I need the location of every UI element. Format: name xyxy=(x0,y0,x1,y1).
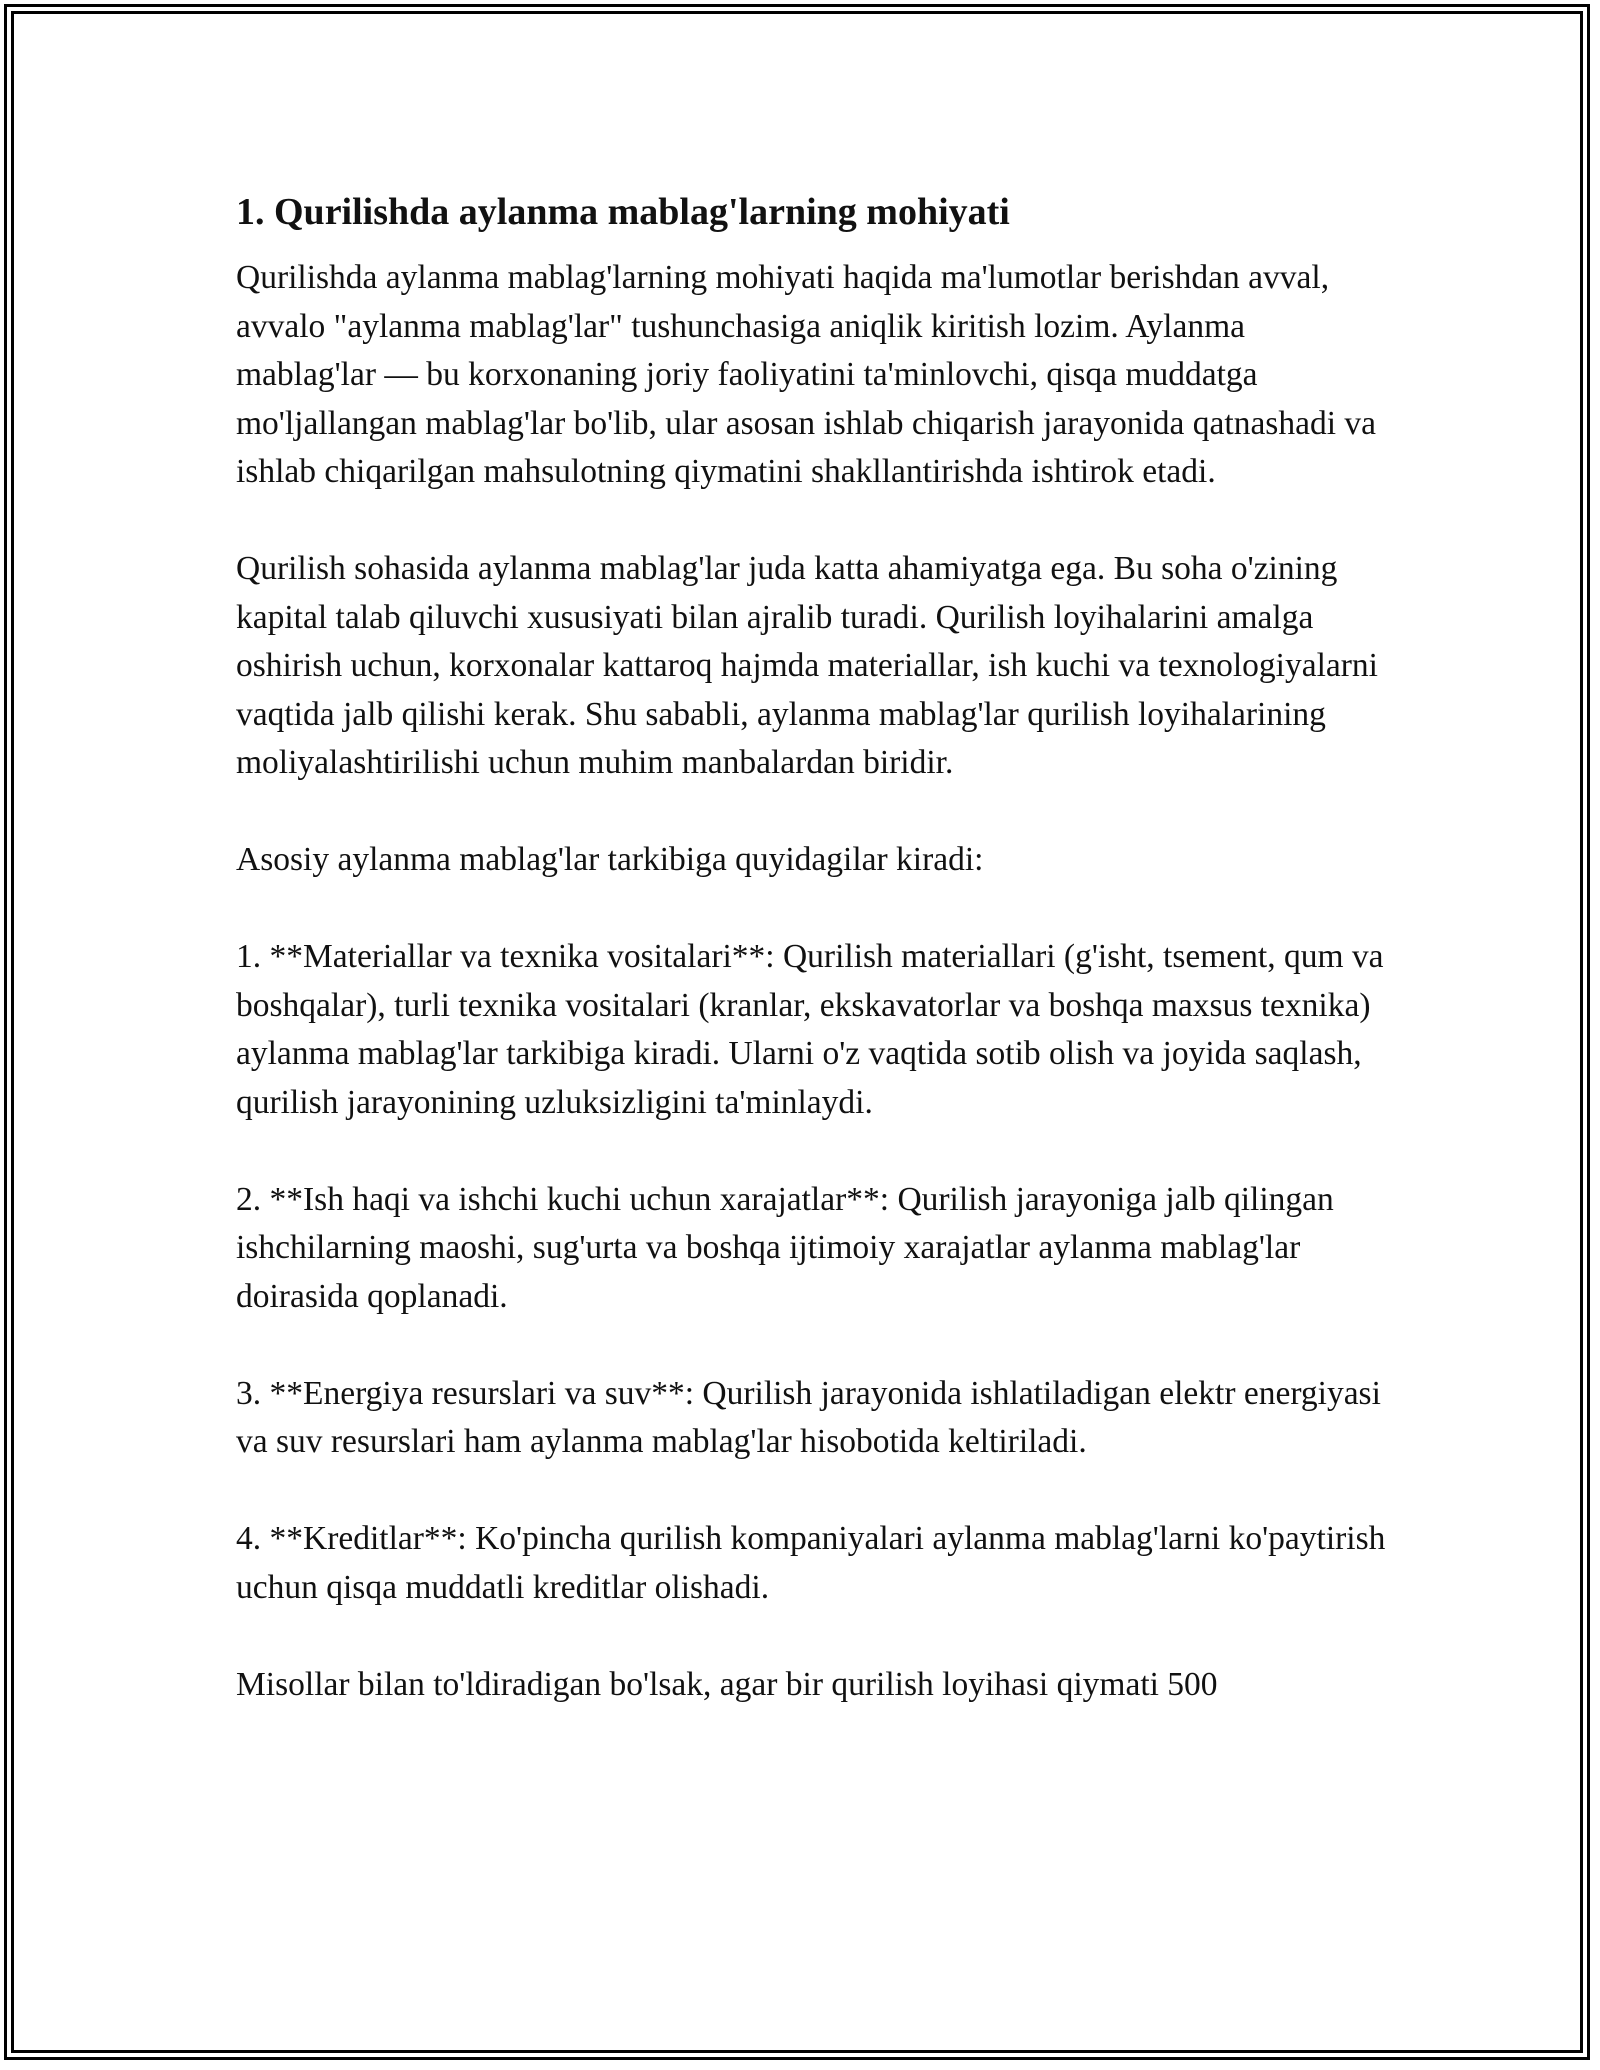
list-item-energy: 3. **Energiya resurslari va suv**: Qurilish jarayonida ishlatiladigan elektr energiyasi va suv resurslari ham aylanma mablag'lar hisobotida keltiriladi. xyxy=(236,1374,1381,1460)
paragraph-construction-importance: Qurilish sohasida aylanma mablag'lar juda katta ahamiyatga ega. Bu soha o'zining kapital talab qiluvchi xususiyati bilan ajralib turadi. Qurilish loyihalarini amalga oshirish uchun, korxonalar kattaroq hajmda materiallar, ish kuchi va texnologiyalarni vaqtida jalb qilishi kerak. Shu sababli, aylanma mablag'lar qurilish loyihalarining moliyalashtirilishi uchun muhim manbalardan biridir. xyxy=(236,550,1378,781)
paragraph-intro: Qurilishda aylanma mablag'larning mohiyati haqida ma'lumotlar berishdan avval, avvalo "aylanma mablag'lar" tushunchasiga aniqlik kiritish lozim. Aylanma mablag'lar — bu korxonaning joriy faoliyatini ta'minlovchi, qisqa muddatga mo'ljallangan mablag'lar bo'lib, ular asosan ishlab chiqarish jarayonida qatnashadi va ishlab chiqarilgan mahsulotning qiymatini shakllantirishda ishtirok etadi. xyxy=(236,259,1377,490)
list-item-materials: 1. **Materiallar va texnika vositalari**: Qurilish materiallari (g'isht, tsement, qum va boshqalar), turli texnika vositalari (kranlar, ekskavatorlar va boshqa maxsus texnika) aylanma mablag'lar tarkibiga kiradi. Ularni o'z vaqtida sotib olish va joyida saqlash, qurilish jarayonining uzluksizligini ta'minlaydi. xyxy=(236,938,1384,1121)
section-title: 1. Qurilishda aylanma mablag'larning mohiyati xyxy=(236,191,1010,233)
list-item-credits: 4. **Kreditlar**: Ko'pincha qurilish kompaniyalari aylanma mablag'larni ko'paytirish uchun qisqa muddatli kreditlar olishadi. xyxy=(236,1520,1386,1606)
paragraph-example: Misollar bilan to'ldiradigan bo'lsak, agar bir qurilish loyihasi qiymati 500 xyxy=(236,1665,1218,1703)
list-item-wages: 2. **Ish haqi va ishchi kuchi uchun xarajatlar**: Qurilish jarayoniga jalb qilingan ishchilarning maoshi, sug'urta va boshqa ijtimoiy xarajatlar aylanma mablag'lar doirasida qoplanadi. xyxy=(236,1180,1334,1315)
paragraph-list-intro: Asosiy aylanma mablag'lar tarkibiga quyidagilar kiradi: xyxy=(236,841,984,878)
document-body xyxy=(236,186,1386,1709)
